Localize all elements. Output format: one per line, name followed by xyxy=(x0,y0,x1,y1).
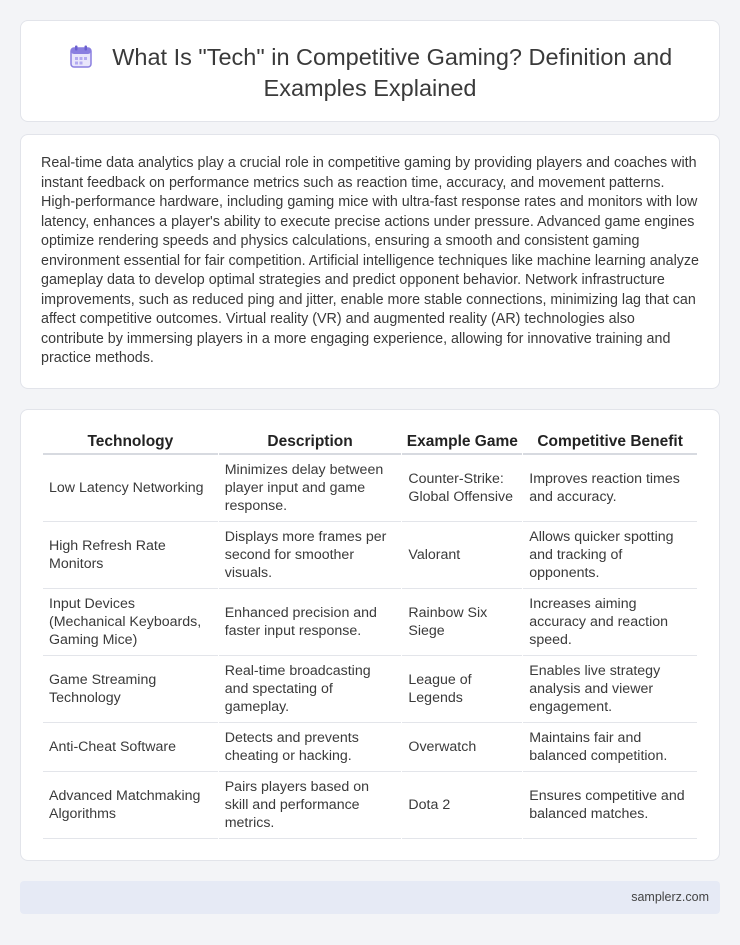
technology-cell: Game Streaming Technology xyxy=(43,656,218,723)
column-header: Technology xyxy=(43,431,218,455)
description-cell: Displays more frames per second for smoother visuals. xyxy=(219,522,402,589)
benefit-cell: Improves reaction times and accuracy. xyxy=(523,455,697,522)
table-row xyxy=(43,772,697,839)
technology-cell: Advanced Matchmaking Algorithms xyxy=(43,772,218,839)
benefit-cell: Enables live strategy analysis and viewer engagement. xyxy=(523,656,697,723)
description-cell: Detects and prevents cheating or hacking. xyxy=(219,723,402,772)
benefit-cell: Allows quicker spotting and tracking of opponents. xyxy=(523,522,697,589)
table-row xyxy=(43,723,697,772)
table-header-row xyxy=(43,431,697,455)
technology-cell: Input Devices (Mechanical Keyboards, Gaming Mice) xyxy=(43,589,218,656)
benefit-cell: Increases aiming accuracy and reaction speed. xyxy=(523,589,697,656)
table-row xyxy=(43,656,697,723)
column-header: Description xyxy=(219,431,402,455)
benefit-cell: Maintains fair and balanced competition. xyxy=(523,723,697,772)
example-game-cell: Dota 2 xyxy=(402,772,522,839)
title-card xyxy=(20,20,720,122)
table-row xyxy=(43,455,697,522)
technology-cell: High Refresh Rate Monitors xyxy=(43,522,218,589)
description-cell: Minimizes delay between player input and game response. xyxy=(219,455,402,522)
table-row xyxy=(43,522,697,589)
example-game-cell: League of Legends xyxy=(402,656,522,723)
table-card xyxy=(20,409,720,861)
description-cell: Pairs players based on skill and performance metrics. xyxy=(219,772,402,839)
column-header: Example Game xyxy=(402,431,522,455)
description-cell: Real-time broadcasting and spectating of gameplay. xyxy=(219,656,402,723)
calendar-icon xyxy=(68,44,94,70)
example-game-cell: Overwatch xyxy=(402,723,522,772)
example-game-cell: Rainbow Six Siege xyxy=(402,589,522,656)
benefit-cell: Ensures competitive and balanced matches. xyxy=(523,772,697,839)
intro-paragraph: Real-time data analytics play a crucial role in competitive gaming by providing players and coaches with instant feedback on performance metrics such as reaction time, accuracy, and movement patterns. High-performance hardware, including gaming mice with ultra-fast response rates and monitors with low latency, enhances a player's ability to execute precise actions under pressure. Advanced game engines optimize rendering speeds and physics calculations, ensuring a smooth and consistent gaming environment essential for fair competition. Artificial intelligence techniques like machine learning analyze gameplay data to develop optimal strategies and predict opponent behavior. Network infrastructure improvements, such as reduced ping and jitter, enable more stable connections, minimizing lag that can affect competitive outcomes. Virtual reality (VR) and augmented reality (AR) technologies also contribute by immersing players in a more engaging experience, allowing for innovative training and practice methods. xyxy=(41,155,700,366)
technology-cell: Low Latency Networking xyxy=(43,455,218,522)
page-title: What Is "Tech" in Competitive Gaming? Definition and Examples Explained xyxy=(112,44,673,101)
title-wrap xyxy=(61,43,679,103)
footer-site-link[interactable]: samplerz.com xyxy=(631,890,709,904)
intro-card xyxy=(20,134,720,389)
footer-bar xyxy=(20,881,720,914)
column-header: Competitive Benefit xyxy=(523,431,697,455)
example-game-cell: Valorant xyxy=(402,522,522,589)
table-row xyxy=(43,589,697,656)
technology-cell: Anti-Cheat Software xyxy=(43,723,218,772)
description-cell: Enhanced precision and faster input response. xyxy=(219,589,402,656)
tech-table xyxy=(42,431,698,839)
example-game-cell: Counter-Strike: Global Offensive xyxy=(402,455,522,522)
